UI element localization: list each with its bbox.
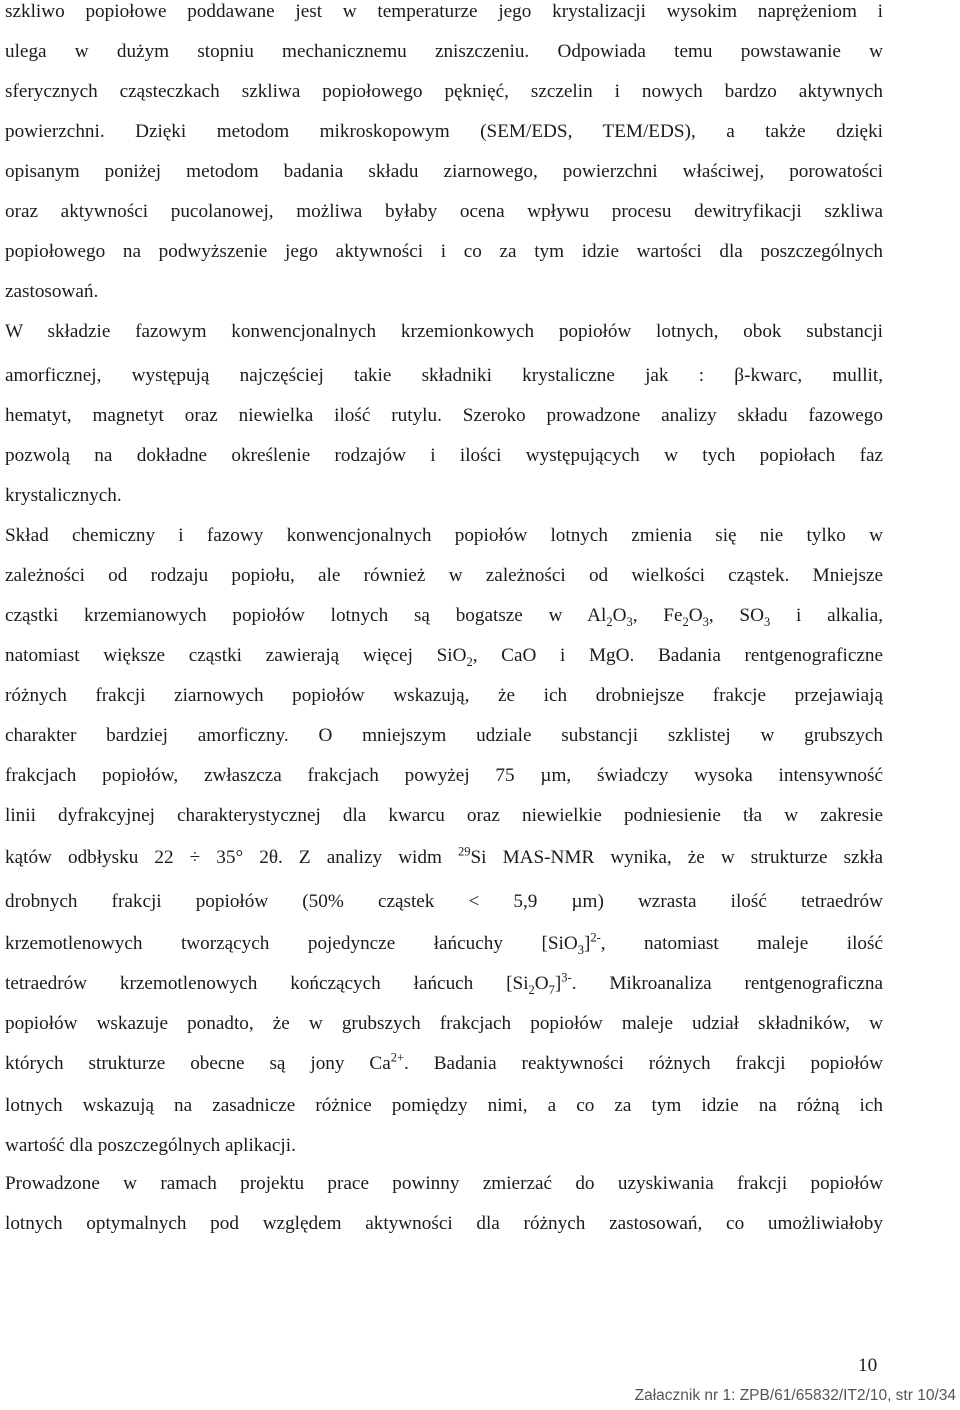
text-run: Si MAS-NMR wynika, że w strukturze szkła bbox=[470, 847, 883, 868]
text-line: linii dyfrakcyjnej charakterystycznej dla kwarcu oraz niewielkie podniesienie tła w zakresie bbox=[5, 805, 883, 826]
text-run: krzemotlenowych tworzących pojedyncze łańcuchy [SiO bbox=[5, 933, 578, 954]
text-line: pozwolą na dokładne określenie rodzajów i ilości występujących w tych popiołach faz bbox=[5, 445, 883, 466]
subscript: 3 bbox=[577, 942, 584, 957]
superscript: 2+ bbox=[390, 1050, 405, 1065]
text-line: zależności od rodzaju popiołu, ale również w zależności od wielkości cząstek. Mniejsze bbox=[5, 565, 883, 586]
superscript: 3- bbox=[561, 970, 572, 985]
subscript: 2 bbox=[466, 654, 473, 669]
text-line: ulega w dużym stopniu mechanicznemu zniszczeniu. Odpowiada temu powstawanie w bbox=[5, 41, 883, 62]
text-line bbox=[5, 644, 883, 668]
subscript: 2 bbox=[682, 614, 689, 629]
text-run: O bbox=[612, 605, 627, 626]
text-run: kątów odbłysku 22 ÷ 35° 2θ. Z analizy widm bbox=[5, 847, 458, 868]
text-run: , natomiast maleje ilość bbox=[600, 933, 883, 954]
text-line: frakcjach popiołów, zwłaszcza frakcjach powyżej 75 µm, świadczy wysoka intensywność bbox=[5, 765, 883, 786]
subscript: 3 bbox=[702, 614, 709, 629]
text-line: krystalicznych. bbox=[5, 485, 122, 506]
text-line: zastosowań. bbox=[5, 281, 99, 302]
text-line: amorficznej, występują najczęściej takie składniki krystaliczne jak : β-kwarc, mullit, bbox=[5, 365, 883, 386]
text-line: hematyt, magnetyt oraz niewielka ilość rutylu. Szeroko prowadzone analizy składu fazowego bbox=[5, 405, 883, 426]
text-line: lotnych optymalnych pod względem aktywności dla różnych zastosowań, co umożliwiałoby bbox=[5, 1213, 883, 1234]
text-line: Skład chemiczny i fazowy konwencjonalnych popiołów lotnych zmienia się nie tylko w bbox=[5, 525, 883, 546]
text-run: , SO bbox=[708, 605, 764, 626]
text-run: cząstki krzemianowych popiołów lotnych są bogatsze w Al bbox=[5, 605, 607, 626]
footer-text: Załacznik nr 1: ZPB/61/65832/IT2/10, str 10/34 bbox=[634, 1387, 956, 1404]
text-run: . Badania reaktywności różnych frakcji popiołów bbox=[404, 1053, 883, 1074]
text-line: Prowadzone w ramach projektu prace powinny zmierzać do uzyskiwania frakcji popiołów bbox=[5, 1173, 883, 1194]
text-run: , Fe bbox=[632, 605, 683, 626]
text-line: różnych frakcji ziarnowych popiołów wskazują, że ich drobniejsze frakcje przejawiają bbox=[5, 685, 883, 706]
text-line bbox=[5, 1052, 883, 1076]
subscript: 2 bbox=[606, 614, 613, 629]
text-line: drobnych frakcji popiołów (50% cząstek < 5,9 µm) wzrasta ilość tetraedrów bbox=[5, 891, 883, 912]
subscript: 7 bbox=[548, 982, 555, 997]
text-run: , CaO i MgO. Badania rentgenograficzne bbox=[472, 645, 883, 666]
text-line bbox=[5, 846, 883, 870]
text-line: oraz aktywności pucolanowej, możliwa byłaby ocena wpływu procesu dewitryfikacji szkliwa bbox=[5, 201, 883, 222]
text-run: ] bbox=[583, 933, 591, 954]
text-line: popiołów wskazuje ponadto, że w grubszych frakcjach popiołów maleje udział składników, w bbox=[5, 1013, 883, 1034]
text-run: . Mikroanaliza rentgenograficzna bbox=[571, 973, 883, 994]
text-line bbox=[5, 932, 883, 956]
text-run: ] bbox=[554, 973, 562, 994]
text-run: i alkalia, bbox=[770, 605, 884, 626]
text-run: tetraedrów krzemotlenowych kończących łańcuch [Si bbox=[5, 973, 529, 994]
text-run: O bbox=[688, 605, 703, 626]
text-line: charakter bardziej amorficzny. O mniejszym udziale substancji szklistej w grubszych bbox=[5, 725, 883, 746]
subscript: 3 bbox=[763, 614, 771, 629]
subscript: 3 bbox=[626, 614, 633, 629]
text-line: W składzie fazowym konwencjonalnych krzemionkowych popiołów lotnych, obok substancji bbox=[5, 321, 883, 342]
text-line: powierzchni. Dzięki metodom mikroskopowym (SEM/EDS, TEM/EDS), a także dzięki bbox=[5, 121, 883, 142]
text-line: wartość dla poszczególnych aplikacji. bbox=[5, 1135, 296, 1156]
page-number: 10 bbox=[858, 1355, 878, 1376]
superscript: 2- bbox=[590, 930, 601, 945]
text-line bbox=[5, 604, 883, 628]
text-line: szkliwo popiołowe poddawane jest w temperaturze jego krystalizacji wysokim naprężeniom i bbox=[5, 1, 883, 22]
subscript: 2 bbox=[528, 982, 535, 997]
superscript: 29 bbox=[457, 844, 471, 859]
text-run: natomiast większe cząstki zawierają więcej SiO bbox=[5, 645, 467, 666]
text-line bbox=[5, 972, 883, 996]
text-run: O bbox=[534, 973, 549, 994]
text-run: których strukturze obecne są jony Ca bbox=[5, 1053, 391, 1074]
text-line: popiołowego na podwyższenie jego aktywności i co za tym idzie wartości dla poszczególnych bbox=[5, 241, 883, 262]
text-line: sferycznych cząsteczkach szkliwa popiołowego pęknięć, szczelin i nowych bardzo aktywnych bbox=[5, 81, 883, 102]
text-line: opisanym poniżej metodom badania składu ziarnowego, powierzchni właściwej, porowatości bbox=[5, 161, 883, 182]
text-line: lotnych wskazują na zasadnicze różnice pomiędzy nimi, a co za tym idzie na różną ich bbox=[5, 1095, 883, 1116]
